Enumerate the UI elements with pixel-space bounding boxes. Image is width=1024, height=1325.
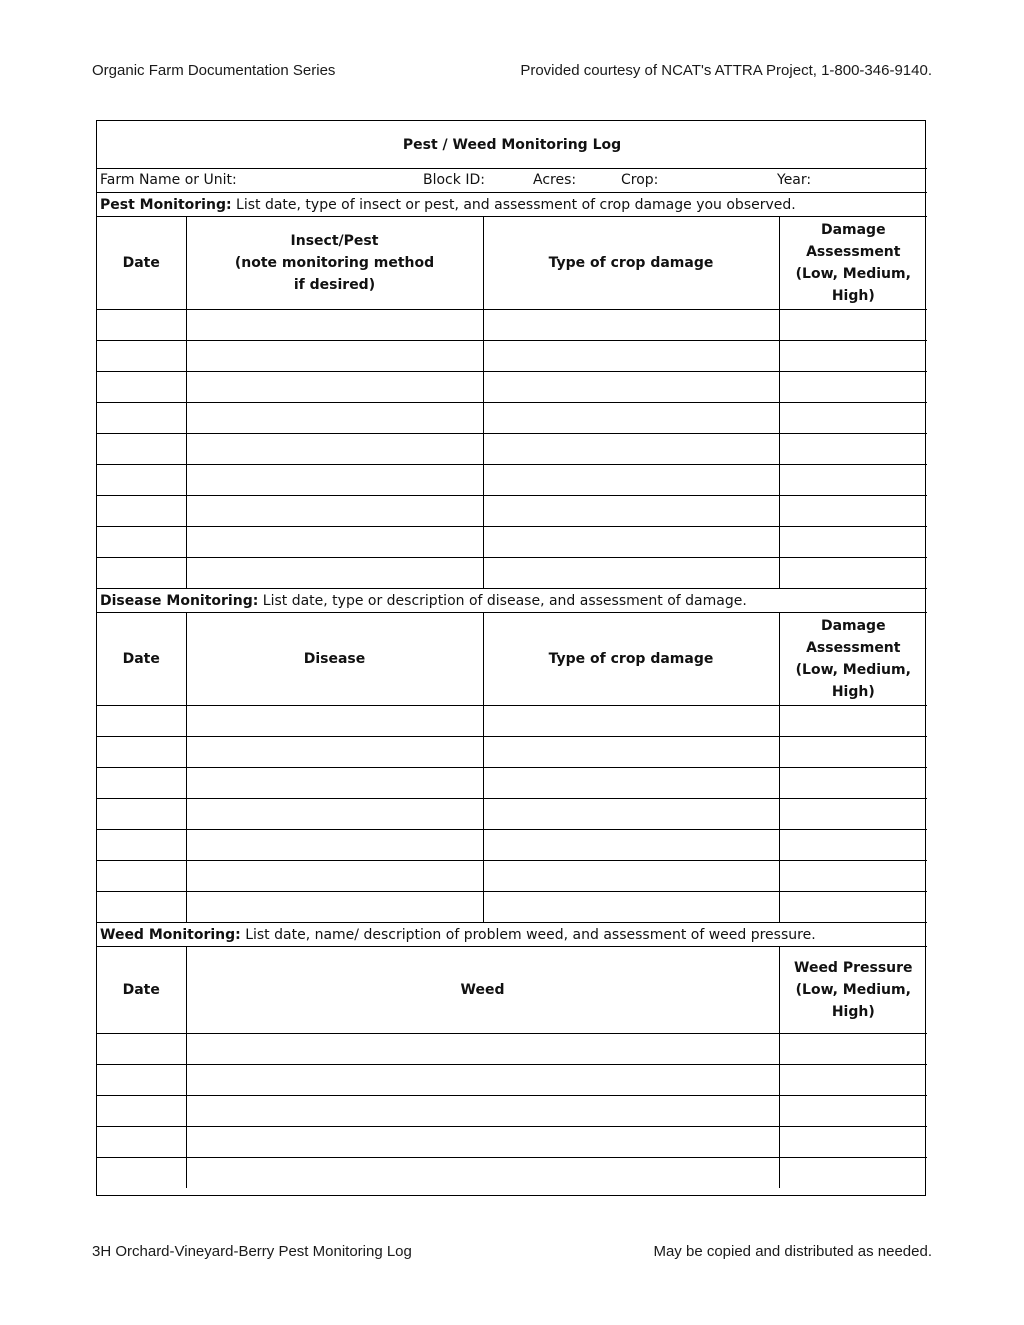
weed-pressure-cell[interactable]	[779, 1034, 927, 1065]
pest-col-insect	[186, 217, 483, 310]
pest-column-headers	[97, 217, 927, 310]
disease-entry-row	[97, 768, 927, 799]
pest-damage-type-cell[interactable]	[483, 434, 779, 465]
pest-assessment-cell[interactable]	[779, 558, 927, 589]
pest-assessment-cell[interactable]	[779, 434, 927, 465]
weed-col-weed: Weed	[186, 947, 779, 1034]
pest-subject-cell[interactable]	[186, 403, 483, 434]
pest-entry-row	[97, 341, 927, 372]
disease-damage-type-cell[interactable]	[483, 861, 779, 892]
pest-subject-cell[interactable]	[186, 465, 483, 496]
disease-date-cell[interactable]	[97, 799, 186, 830]
disease-assessment-cell[interactable]	[779, 861, 927, 892]
year-field[interactable]: Year:	[777, 172, 812, 188]
pest-date-cell[interactable]	[97, 341, 186, 372]
pest-damage-type-cell[interactable]	[483, 527, 779, 558]
pest-entry-row	[97, 496, 927, 527]
disease-entry-row	[97, 861, 927, 892]
disease-entry-row	[97, 737, 927, 768]
pest-date-cell[interactable]	[97, 527, 186, 558]
footer-doc-id: 3H Orchard-Vineyard-Berry Pest Monitoring Log	[92, 1243, 412, 1260]
pest-date-cell[interactable]	[97, 465, 186, 496]
pest-entry-row	[97, 310, 927, 341]
pest-damage-type-cell[interactable]	[483, 558, 779, 589]
pest-subject-cell[interactable]	[186, 341, 483, 372]
weed-col-pressure-line: Weed Pressure	[794, 960, 913, 976]
pest-col-assessment	[779, 217, 927, 310]
weed-weed-cell[interactable]	[186, 1034, 779, 1065]
disease-subject-cell[interactable]	[186, 861, 483, 892]
disease-entry-row	[97, 830, 927, 861]
pest-assessment-cell[interactable]	[779, 496, 927, 527]
disease-assessment-cell[interactable]	[779, 706, 927, 737]
weed-date-cell[interactable]	[97, 1127, 186, 1158]
pest-damage-type-cell[interactable]	[483, 372, 779, 403]
pest-subject-cell[interactable]	[186, 434, 483, 465]
disease-date-cell[interactable]	[97, 830, 186, 861]
header-series: Organic Farm Documentation Series	[92, 62, 336, 79]
disease-assessment-cell[interactable]	[779, 830, 927, 861]
disease-date-cell[interactable]	[97, 861, 186, 892]
disease-section-heading	[97, 589, 927, 613]
weed-pressure-cell[interactable]	[779, 1158, 927, 1189]
weed-col-date: Date	[97, 947, 186, 1034]
disease-subject-cell[interactable]	[186, 892, 483, 923]
disease-col-damage-type: Type of crop damage	[483, 613, 779, 706]
weed-column-headers	[97, 947, 927, 1034]
pest-col-insect-line: if desired)	[293, 277, 376, 293]
weed-weed-cell[interactable]	[186, 1158, 779, 1189]
pest-subject-cell[interactable]	[186, 372, 483, 403]
pest-entry-row	[97, 434, 927, 465]
disease-subject-cell[interactable]	[186, 706, 483, 737]
footer-copy-note: May be copied and distributed as needed.	[653, 1243, 932, 1260]
pest-col-assessment-line: Assessment	[806, 244, 901, 260]
pest-col-date: Date	[97, 217, 186, 310]
weed-entry-row	[97, 1158, 927, 1189]
disease-column-headers	[97, 613, 927, 706]
disease-assessment-cell[interactable]	[779, 799, 927, 830]
disease-date-cell[interactable]	[97, 737, 186, 768]
disease-damage-type-cell[interactable]	[483, 830, 779, 861]
disease-subject-cell[interactable]	[186, 830, 483, 861]
disease-assessment-cell[interactable]	[779, 768, 927, 799]
disease-section-instructions: List date, type or description of disease, and assessment of damage.	[258, 592, 747, 609]
disease-assessment-cell[interactable]	[779, 737, 927, 768]
disease-damage-type-cell[interactable]	[483, 706, 779, 737]
pest-entry-row	[97, 465, 927, 496]
pest-entry-row	[97, 527, 927, 558]
pest-weed-log-form	[96, 120, 926, 1196]
pest-col-damage-type: Type of crop damage	[483, 217, 779, 310]
log-table	[97, 121, 927, 1188]
weed-date-cell[interactable]	[97, 1065, 186, 1096]
pest-date-cell[interactable]	[97, 558, 186, 589]
pest-col-assessment-line: (Low, Medium,	[795, 266, 911, 282]
disease-col-date: Date	[97, 613, 186, 706]
disease-col-assessment-line: (Low, Medium,	[795, 662, 911, 678]
disease-subject-cell[interactable]	[186, 737, 483, 768]
form-title: Pest / Weed Monitoring Log	[97, 121, 927, 169]
disease-entry-row	[97, 892, 927, 923]
weed-weed-cell[interactable]	[186, 1065, 779, 1096]
pest-date-cell[interactable]	[97, 403, 186, 434]
weed-weed-cell[interactable]	[186, 1096, 779, 1127]
disease-section-label: Disease Monitoring:	[100, 592, 259, 609]
disease-subject-cell[interactable]	[186, 799, 483, 830]
disease-damage-type-cell[interactable]	[483, 737, 779, 768]
pest-damage-type-cell[interactable]	[483, 341, 779, 372]
pest-subject-cell[interactable]	[186, 496, 483, 527]
disease-date-cell[interactable]	[97, 892, 186, 923]
disease-col-assessment	[779, 613, 927, 706]
disease-entry-row	[97, 706, 927, 737]
weed-entry-row	[97, 1065, 927, 1096]
pest-col-assessment-line: Damage	[820, 222, 886, 238]
weed-pressure-cell[interactable]	[779, 1065, 927, 1096]
weed-col-pressure-line: High)	[831, 1004, 875, 1020]
weed-section-heading	[97, 923, 927, 947]
pest-section-heading	[97, 193, 927, 217]
weed-pressure-cell[interactable]	[779, 1127, 927, 1158]
pest-date-cell[interactable]	[97, 372, 186, 403]
weed-entry-row	[97, 1096, 927, 1127]
weed-date-cell[interactable]	[97, 1158, 186, 1189]
disease-date-cell[interactable]	[97, 706, 186, 737]
disease-entry-row	[97, 799, 927, 830]
pest-entry-row	[97, 558, 927, 589]
disease-col-assessment-line: Damage	[820, 618, 886, 634]
acres-field[interactable]: Acres:	[533, 172, 577, 188]
pest-damage-type-cell[interactable]	[483, 403, 779, 434]
weed-weed-cell[interactable]	[186, 1127, 779, 1158]
pest-damage-type-cell[interactable]	[483, 310, 779, 341]
pest-assessment-cell[interactable]	[779, 465, 927, 496]
weed-entry-row	[97, 1034, 927, 1065]
disease-date-cell[interactable]	[97, 768, 186, 799]
weed-section-label: Weed Monitoring:	[100, 926, 241, 943]
pest-subject-cell[interactable]	[186, 310, 483, 341]
pest-section-label: Pest Monitoring:	[100, 196, 232, 213]
weed-col-pressure-line: (Low, Medium,	[795, 982, 911, 998]
disease-subject-cell[interactable]	[186, 768, 483, 799]
weed-entry-row	[97, 1127, 927, 1158]
weed-section-instructions: List date, name/ description of problem weed, and assessment of weed pressure.	[240, 926, 816, 943]
pest-subject-cell[interactable]	[186, 558, 483, 589]
pest-entry-row	[97, 372, 927, 403]
pest-section-instructions: List date, type of insect or pest, and assessment of crop damage you observed.	[231, 196, 796, 213]
disease-col-disease: Disease	[186, 613, 483, 706]
disease-damage-type-cell[interactable]	[483, 892, 779, 923]
disease-damage-type-cell[interactable]	[483, 799, 779, 830]
pest-assessment-cell[interactable]	[779, 341, 927, 372]
header-courtesy: Provided courtesy of NCAT's ATTRA Project, 1-800-346-9140.	[520, 62, 932, 79]
pest-date-cell[interactable]	[97, 310, 186, 341]
farm-info-row	[97, 169, 927, 193]
pest-col-insect-line: Insect/Pest	[290, 233, 379, 249]
pest-assessment-cell[interactable]	[779, 403, 927, 434]
pest-col-insect-line: (note monitoring method	[234, 255, 435, 271]
pest-damage-type-cell[interactable]	[483, 496, 779, 527]
crop-field[interactable]: Crop:	[621, 172, 659, 188]
pest-subject-cell[interactable]	[186, 527, 483, 558]
weed-date-cell[interactable]	[97, 1034, 186, 1065]
pest-assessment-cell[interactable]	[779, 527, 927, 558]
farm-name-field[interactable]: Farm Name or Unit:	[100, 172, 237, 188]
pest-date-cell[interactable]	[97, 496, 186, 527]
pest-assessment-cell[interactable]	[779, 310, 927, 341]
pest-date-cell[interactable]	[97, 434, 186, 465]
weed-date-cell[interactable]	[97, 1096, 186, 1127]
pest-entry-row	[97, 403, 927, 434]
weed-pressure-cell[interactable]	[779, 1096, 927, 1127]
pest-col-assessment-line: High)	[831, 288, 875, 304]
disease-damage-type-cell[interactable]	[483, 768, 779, 799]
pest-assessment-cell[interactable]	[779, 372, 927, 403]
disease-assessment-cell[interactable]	[779, 892, 927, 923]
disease-col-assessment-line: High)	[831, 684, 875, 700]
block-id-field[interactable]: Block ID:	[423, 172, 485, 188]
pest-damage-type-cell[interactable]	[483, 465, 779, 496]
disease-col-assessment-line: Assessment	[806, 640, 901, 656]
weed-col-pressure	[779, 947, 927, 1034]
